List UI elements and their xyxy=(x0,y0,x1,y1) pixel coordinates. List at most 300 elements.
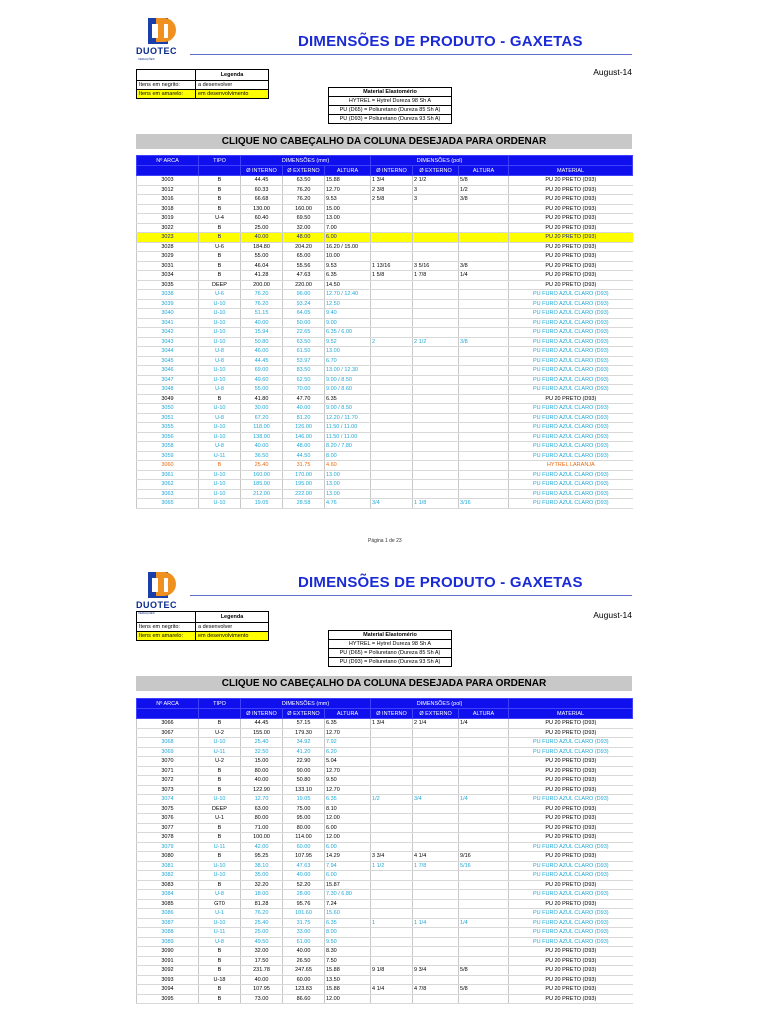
cell-material: PU 20 PRETO (D93) xyxy=(509,814,633,824)
cell-interno: 49.50 xyxy=(241,937,283,947)
cell-interno-pol xyxy=(371,214,413,224)
cell-externo: 70.00 xyxy=(283,385,325,395)
legend-value: em desenvolvimento xyxy=(196,632,269,641)
cell-altura-pol xyxy=(459,994,509,1004)
cell-interno: 80.00 xyxy=(241,766,283,776)
cell-altura-pol xyxy=(459,842,509,852)
cell-tipo: B xyxy=(199,261,241,271)
cell-arca: 3063 xyxy=(137,489,199,499)
cell-interno-pol xyxy=(371,747,413,757)
cell-material: PU FURO AZUL CLARO (D93) xyxy=(509,347,633,357)
material-item: PU (D93) = Poliuretano (Dureza 93 Sh A) xyxy=(329,658,452,667)
table-row xyxy=(137,261,633,271)
table-row xyxy=(137,176,633,186)
cell-arca: 3029 xyxy=(137,252,199,262)
table-row xyxy=(137,719,633,729)
cell-externo: 34.92 xyxy=(283,738,325,748)
cell-externo: 61.50 xyxy=(283,347,325,357)
column-header-interno-pol[interactable]: Ø INTERNO xyxy=(371,166,413,176)
cell-externo: 48.00 xyxy=(283,442,325,452)
cell-interno-pol xyxy=(371,890,413,900)
cell-arca: 3077 xyxy=(137,823,199,833)
column-header-altura[interactable]: ALTURA xyxy=(325,166,371,176)
cell-altura: 6.35 xyxy=(325,394,371,404)
cell-externo-pol xyxy=(413,975,459,985)
report-date: August-14 xyxy=(593,610,632,620)
table-row xyxy=(137,470,633,480)
cell-interno: 15.00 xyxy=(241,757,283,767)
cell-externo-pol xyxy=(413,299,459,309)
cell-interno: 212.00 xyxy=(241,489,283,499)
table-row xyxy=(137,489,633,499)
table-row xyxy=(137,413,633,423)
cell-externo: 31.75 xyxy=(283,918,325,928)
cell-externo-pol xyxy=(413,385,459,395)
column-header-dim-mm[interactable]: DIMENSÕES (mm) xyxy=(241,699,371,709)
cell-externo: 170.00 xyxy=(283,470,325,480)
cell-externo: 40.00 xyxy=(283,404,325,414)
cell-altura: 6.35 xyxy=(325,271,371,281)
cell-tipo: U-10 xyxy=(199,299,241,309)
cell-altura: 11.50 / 11.00 xyxy=(325,432,371,442)
cell-tipo: U-10 xyxy=(199,337,241,347)
cell-altura: 12.00 xyxy=(325,994,371,1004)
cell-tipo: U-10 xyxy=(199,328,241,338)
cell-interno: 41.80 xyxy=(241,394,283,404)
cell-arca: 3086 xyxy=(137,909,199,919)
cell-material: PU FURO AZUL CLARO (D93) xyxy=(509,747,633,757)
cell-arca: 3019 xyxy=(137,214,199,224)
column-header-tipo[interactable]: TIPO xyxy=(199,156,241,166)
cell-tipo: U-10 xyxy=(199,861,241,871)
cell-altura-pol xyxy=(459,413,509,423)
table-row xyxy=(137,795,633,805)
cell-arca: 3016 xyxy=(137,195,199,205)
product-table xyxy=(136,155,633,509)
cell-externo-pol xyxy=(413,442,459,452)
cell-interno: 38.10 xyxy=(241,861,283,871)
cell-externo-pol xyxy=(413,880,459,890)
column-header-dim-pol[interactable]: DIMENSÕES (pol) xyxy=(371,156,509,166)
cell-externo-pol xyxy=(413,766,459,776)
cell-material: PU 20 PRETO (D93) xyxy=(509,176,633,186)
cell-altura: 12.20 / 11.70 xyxy=(325,413,371,423)
cell-altura: 14.50 xyxy=(325,280,371,290)
cell-externo-pol: 1 1/8 xyxy=(413,499,459,509)
cell-externo: 33.00 xyxy=(283,928,325,938)
sort-banner: CLIQUE NO CABEÇALHO DA COLUNA DESEJADA PARA ORDENAR xyxy=(136,134,632,149)
cell-externo: 32.00 xyxy=(283,223,325,233)
column-header-arca[interactable]: Nº ARCA xyxy=(137,699,199,709)
cell-interno-pol xyxy=(371,728,413,738)
cell-externo: 63.50 xyxy=(283,176,325,186)
cell-altura: 13.00 xyxy=(325,489,371,499)
cell-interno-pol xyxy=(371,766,413,776)
cell-interno-pol: 1 5/8 xyxy=(371,271,413,281)
table-row xyxy=(137,233,633,243)
cell-externo-pol xyxy=(413,728,459,738)
cell-interno: 32.00 xyxy=(241,947,283,957)
cell-material: PU FURO AZUL CLARO (D93) xyxy=(509,432,633,442)
table-row xyxy=(137,966,633,976)
cell-material: PU 20 PRETO (D93) xyxy=(509,757,633,767)
cell-externo: 81.20 xyxy=(283,413,325,423)
cell-externo-pol: 1 7/8 xyxy=(413,861,459,871)
cell-material: PU 20 PRETO (D93) xyxy=(509,394,633,404)
cell-material: PU 20 PRETO (D93) xyxy=(509,776,633,786)
cell-material: PU 20 PRETO (D93) xyxy=(509,204,633,214)
cell-externo-pol xyxy=(413,947,459,957)
cell-interno-pol xyxy=(371,299,413,309)
column-header-interno[interactable]: Ø INTERNO xyxy=(241,166,283,176)
cell-material: PU FURO AZUL CLARO (D93) xyxy=(509,861,633,871)
table-row xyxy=(137,499,633,509)
cell-externo-pol: 2 1/2 xyxy=(413,337,459,347)
cell-interno: 49.60 xyxy=(241,375,283,385)
cell-arca: 3046 xyxy=(137,366,199,376)
cell-tipo: U-10 xyxy=(199,404,241,414)
cell-interno-pol xyxy=(371,814,413,824)
cell-altura-pol xyxy=(459,871,509,881)
cell-interno: 76.20 xyxy=(241,299,283,309)
cell-interno: 231.78 xyxy=(241,966,283,976)
cell-externo-pol xyxy=(413,252,459,262)
cell-material: PU FURO AZUL CLARO (D93) xyxy=(509,480,633,490)
cell-externo: 55.56 xyxy=(283,261,325,271)
cell-arca: 3087 xyxy=(137,918,199,928)
cell-externo-pol: 9 3/4 xyxy=(413,966,459,976)
cell-externo-pol xyxy=(413,204,459,214)
cell-interno: 138.00 xyxy=(241,432,283,442)
cell-tipo: U-10 xyxy=(199,318,241,328)
cell-externo-pol xyxy=(413,223,459,233)
cell-externo-pol xyxy=(413,290,459,300)
cell-altura-pol xyxy=(459,804,509,814)
cell-altura: 4.76 xyxy=(325,499,371,509)
cell-externo: 114.00 xyxy=(283,833,325,843)
cell-arca: 3083 xyxy=(137,880,199,890)
cell-tipo: U-8 xyxy=(199,385,241,395)
cell-externo-pol xyxy=(413,366,459,376)
column-header-dim-mm[interactable]: DIMENSÕES (mm) xyxy=(241,156,371,166)
cell-externo: 126.00 xyxy=(283,423,325,433)
cell-arca: 3049 xyxy=(137,394,199,404)
cell-externo-pol xyxy=(413,328,459,338)
cell-interno-pol xyxy=(371,413,413,423)
cell-externo-pol xyxy=(413,480,459,490)
column-header-altura-pol[interactable]: ALTURA xyxy=(459,709,509,719)
column-header-interno-pol[interactable]: Ø INTERNO xyxy=(371,709,413,719)
cell-externo-pol xyxy=(413,776,459,786)
cell-arca: 3065 xyxy=(137,499,199,509)
cell-material: PU FURO AZUL CLARO (D93) xyxy=(509,290,633,300)
cell-material: PU 20 PRETO (D93) xyxy=(509,195,633,205)
cell-altura: 6.20 xyxy=(325,747,371,757)
cell-interno: 40.00 xyxy=(241,776,283,786)
cell-altura-pol: 3/8 xyxy=(459,195,509,205)
page-footer: Página 1 de 23 xyxy=(368,538,402,544)
cell-interno: 81.28 xyxy=(241,899,283,909)
cell-tipo: U-18 xyxy=(199,975,241,985)
cell-arca: 3048 xyxy=(137,385,199,395)
cell-altura: 15.87 xyxy=(325,880,371,890)
cell-altura-pol xyxy=(459,309,509,319)
cell-altura: 4.60 xyxy=(325,461,371,471)
cell-arca: 3050 xyxy=(137,404,199,414)
table-row xyxy=(137,252,633,262)
cell-altura: 8.10 xyxy=(325,804,371,814)
cell-altura: 13.00 xyxy=(325,214,371,224)
cell-arca: 3089 xyxy=(137,937,199,947)
column-header-externo-pol[interactable]: Ø EXTERNO xyxy=(413,709,459,719)
cell-externo: 41.20 xyxy=(283,747,325,757)
cell-externo: 195.00 xyxy=(283,480,325,490)
cell-material: PU FURO AZUL CLARO (D93) xyxy=(509,423,633,433)
cell-externo: 96.00 xyxy=(283,290,325,300)
cell-externo: 93.24 xyxy=(283,299,325,309)
cell-altura-pol: 1/4 xyxy=(459,918,509,928)
cell-interno-pol xyxy=(371,994,413,1004)
cell-externo-pol xyxy=(413,937,459,947)
cell-material: PU FURO AZUL CLARO (D93) xyxy=(509,918,633,928)
table-row xyxy=(137,747,633,757)
cell-externo-pol xyxy=(413,423,459,433)
legend-value: em desenvolvimento xyxy=(196,90,269,99)
cell-altura: 5.04 xyxy=(325,757,371,767)
cell-interno-pol: 9 1/8 xyxy=(371,966,413,976)
material-table xyxy=(328,87,452,124)
cell-material: PU 20 PRETO (D93) xyxy=(509,223,633,233)
cell-material: PU 20 PRETO (D93) xyxy=(509,185,633,195)
cell-altura-pol xyxy=(459,947,509,957)
column-header-material[interactable]: MATERIAL xyxy=(509,709,633,719)
cell-interno-pol xyxy=(371,375,413,385)
cell-material: PU 20 PRETO (D93) xyxy=(509,880,633,890)
cell-arca: 3078 xyxy=(137,833,199,843)
cell-arca: 3080 xyxy=(137,852,199,862)
cell-interno-pol: 1 xyxy=(371,918,413,928)
cell-altura: 9.00 / 8.50 xyxy=(325,404,371,414)
cell-interno: 25.40 xyxy=(241,918,283,928)
cell-interno: 60.40 xyxy=(241,214,283,224)
cell-arca: 3079 xyxy=(137,842,199,852)
cell-tipo: B xyxy=(199,852,241,862)
cell-interno: 71.00 xyxy=(241,823,283,833)
cell-arca: 3081 xyxy=(137,861,199,871)
cell-interno: 155.00 xyxy=(241,728,283,738)
cell-altura: 12.70 xyxy=(325,785,371,795)
cell-tipo: U-8 xyxy=(199,442,241,452)
cell-material: PU FURO AZUL CLARO (D93) xyxy=(509,871,633,881)
cell-material: PU FURO AZUL CLARO (D93) xyxy=(509,318,633,328)
cell-externo-pol xyxy=(413,890,459,900)
cell-tipo: GT0 xyxy=(199,899,241,909)
cell-material: PU FURO AZUL CLARO (D93) xyxy=(509,385,633,395)
cell-material: PU FURO AZUL CLARO (D93) xyxy=(509,309,633,319)
column-header-tipo[interactable]: TIPO xyxy=(199,699,241,709)
cell-externo: 53.97 xyxy=(283,356,325,366)
cell-interno-pol xyxy=(371,461,413,471)
legend-label: Itens em negrito: xyxy=(137,623,196,632)
cell-material: PU 20 PRETO (D93) xyxy=(509,899,633,909)
cell-altura-pol xyxy=(459,451,509,461)
table-row xyxy=(137,918,633,928)
cell-altura-pol xyxy=(459,757,509,767)
cell-material: PU 20 PRETO (D93) xyxy=(509,214,633,224)
material-table xyxy=(328,630,452,667)
cell-tipo: B xyxy=(199,176,241,186)
cell-material: PU FURO AZUL CLARO (D93) xyxy=(509,890,633,900)
cell-externo-pol xyxy=(413,214,459,224)
cell-altura: 9.53 xyxy=(325,261,371,271)
cell-interno: 46.00 xyxy=(241,347,283,357)
table-row xyxy=(137,956,633,966)
table-row xyxy=(137,223,633,233)
cell-material: PU FURO AZUL CLARO (D93) xyxy=(509,842,633,852)
cell-interno: 25.00 xyxy=(241,928,283,938)
cell-arca: 3061 xyxy=(137,470,199,480)
table-row xyxy=(137,318,633,328)
cell-interno: 44.45 xyxy=(241,176,283,186)
cell-externo: 47.63 xyxy=(283,861,325,871)
cell-interno-pol xyxy=(371,223,413,233)
table-row xyxy=(137,451,633,461)
cell-interno-pol xyxy=(371,394,413,404)
table-row xyxy=(137,423,633,433)
cell-interno-pol: 4 1/4 xyxy=(371,985,413,995)
cell-arca: 3031 xyxy=(137,261,199,271)
cell-altura-pol xyxy=(459,899,509,909)
cell-altura: 6.35 xyxy=(325,918,371,928)
cell-externo: 44.50 xyxy=(283,451,325,461)
cell-interno: 73.00 xyxy=(241,994,283,1004)
cell-interno: 107.95 xyxy=(241,985,283,995)
cell-tipo: B xyxy=(199,233,241,243)
table-row xyxy=(137,842,633,852)
cell-altura: 15.88 xyxy=(325,176,371,186)
cell-arca: 3058 xyxy=(137,442,199,452)
cell-tipo: B xyxy=(199,204,241,214)
column-header-arca[interactable]: Nº ARCA xyxy=(137,156,199,166)
cell-externo-pol: 4 1/4 xyxy=(413,852,459,862)
column-header-interno[interactable]: Ø INTERNO xyxy=(241,709,283,719)
cell-arca: 3040 xyxy=(137,309,199,319)
cell-externo-pol: 3 xyxy=(413,185,459,195)
cell-altura-pol xyxy=(459,252,509,262)
page-title: DIMENSÕES DE PRODUTO - GAXETAS xyxy=(298,574,583,591)
column-header-externo[interactable]: Ø EXTERNO xyxy=(283,709,325,719)
cell-arca: 3091 xyxy=(137,956,199,966)
cell-interno-pol xyxy=(371,785,413,795)
sort-banner: CLIQUE NO CABEÇALHO DA COLUNA DESEJADA PARA ORDENAR xyxy=(136,676,632,691)
table-row xyxy=(137,432,633,442)
cell-altura-pol xyxy=(459,480,509,490)
cell-interno-pol xyxy=(371,280,413,290)
cell-arca: 3018 xyxy=(137,204,199,214)
cell-interno: 35.00 xyxy=(241,871,283,881)
cell-externo-pol xyxy=(413,928,459,938)
cell-interno: 12.70 xyxy=(241,795,283,805)
cell-externo-pol: 3 xyxy=(413,195,459,205)
cell-material: PU FURO AZUL CLARO (D93) xyxy=(509,366,633,376)
column-header-externo[interactable]: Ø EXTERNO xyxy=(283,166,325,176)
cell-tipo: B xyxy=(199,271,241,281)
cell-interno: 41.28 xyxy=(241,271,283,281)
cell-externo: 76.20 xyxy=(283,195,325,205)
column-header-material[interactable]: MATERIAL xyxy=(509,166,633,176)
table-row xyxy=(137,890,633,900)
cell-externo-pol xyxy=(413,451,459,461)
column-header-dim-pol[interactable]: DIMENSÕES (pol) xyxy=(371,699,509,709)
legend-table xyxy=(136,69,269,99)
cell-material: PU FURO AZUL CLARO (D93) xyxy=(509,499,633,509)
cell-interno-pol xyxy=(371,738,413,748)
column-header-altura-pol[interactable]: ALTURA xyxy=(459,166,509,176)
cell-altura: 9.50 xyxy=(325,776,371,786)
cell-material: PU 20 PRETO (D93) xyxy=(509,280,633,290)
cell-altura: 8.00 xyxy=(325,928,371,938)
cell-interno: 17.50 xyxy=(241,956,283,966)
cell-interno: 76.20 xyxy=(241,909,283,919)
cell-altura-pol xyxy=(459,738,509,748)
cell-tipo: U-10 xyxy=(199,738,241,748)
cell-material: PU 20 PRETO (D93) xyxy=(509,947,633,957)
cell-externo: 48.00 xyxy=(283,233,325,243)
cell-interno: 100.00 xyxy=(241,833,283,843)
cell-altura: 6.00 xyxy=(325,823,371,833)
cell-altura-pol xyxy=(459,404,509,414)
cell-interno: 51.15 xyxy=(241,309,283,319)
table-row xyxy=(137,366,633,376)
cell-interno-pol: 2 3/8 xyxy=(371,185,413,195)
cell-interno: 32.50 xyxy=(241,747,283,757)
cell-altura-pol xyxy=(459,489,509,499)
cell-arca: 3067 xyxy=(137,728,199,738)
cell-externo-pol xyxy=(413,233,459,243)
material-item: PU (D93) = Poliuretano (Dureza 93 Sh A) xyxy=(329,115,452,124)
cell-tipo: B xyxy=(199,776,241,786)
cell-tipo: B xyxy=(199,956,241,966)
cell-arca: 3059 xyxy=(137,451,199,461)
cell-externo-pol xyxy=(413,280,459,290)
cell-externo-pol xyxy=(413,871,459,881)
cell-material: PU FURO AZUL CLARO (D93) xyxy=(509,909,633,919)
cell-externo: 75.00 xyxy=(283,804,325,814)
cell-externo: 80.00 xyxy=(283,823,325,833)
table-row xyxy=(137,947,633,957)
cell-interno-pol: 1 1/2 xyxy=(371,861,413,871)
cell-altura-pol: 5/8 xyxy=(459,966,509,976)
column-header-externo-pol[interactable]: Ø EXTERNO xyxy=(413,166,459,176)
company-subtitle: VEDAÇÕES xyxy=(138,57,155,61)
cell-tipo: U-8 xyxy=(199,890,241,900)
table-row xyxy=(137,347,633,357)
cell-interno-pol xyxy=(371,328,413,338)
cell-interno-pol xyxy=(371,385,413,395)
cell-arca: 3069 xyxy=(137,747,199,757)
company-subtitle: VEDAÇÕES xyxy=(138,611,155,615)
cell-material: PU 20 PRETO (D93) xyxy=(509,252,633,262)
cell-arca: 3047 xyxy=(137,375,199,385)
cell-interno-pol xyxy=(371,480,413,490)
cell-altura-pol xyxy=(459,890,509,900)
cell-externo: 247.65 xyxy=(283,966,325,976)
column-header-altura[interactable]: ALTURA xyxy=(325,709,371,719)
cell-externo: 179.30 xyxy=(283,728,325,738)
cell-arca: 3085 xyxy=(137,899,199,909)
cell-altura: 15.88 xyxy=(325,966,371,976)
table-row xyxy=(137,309,633,319)
